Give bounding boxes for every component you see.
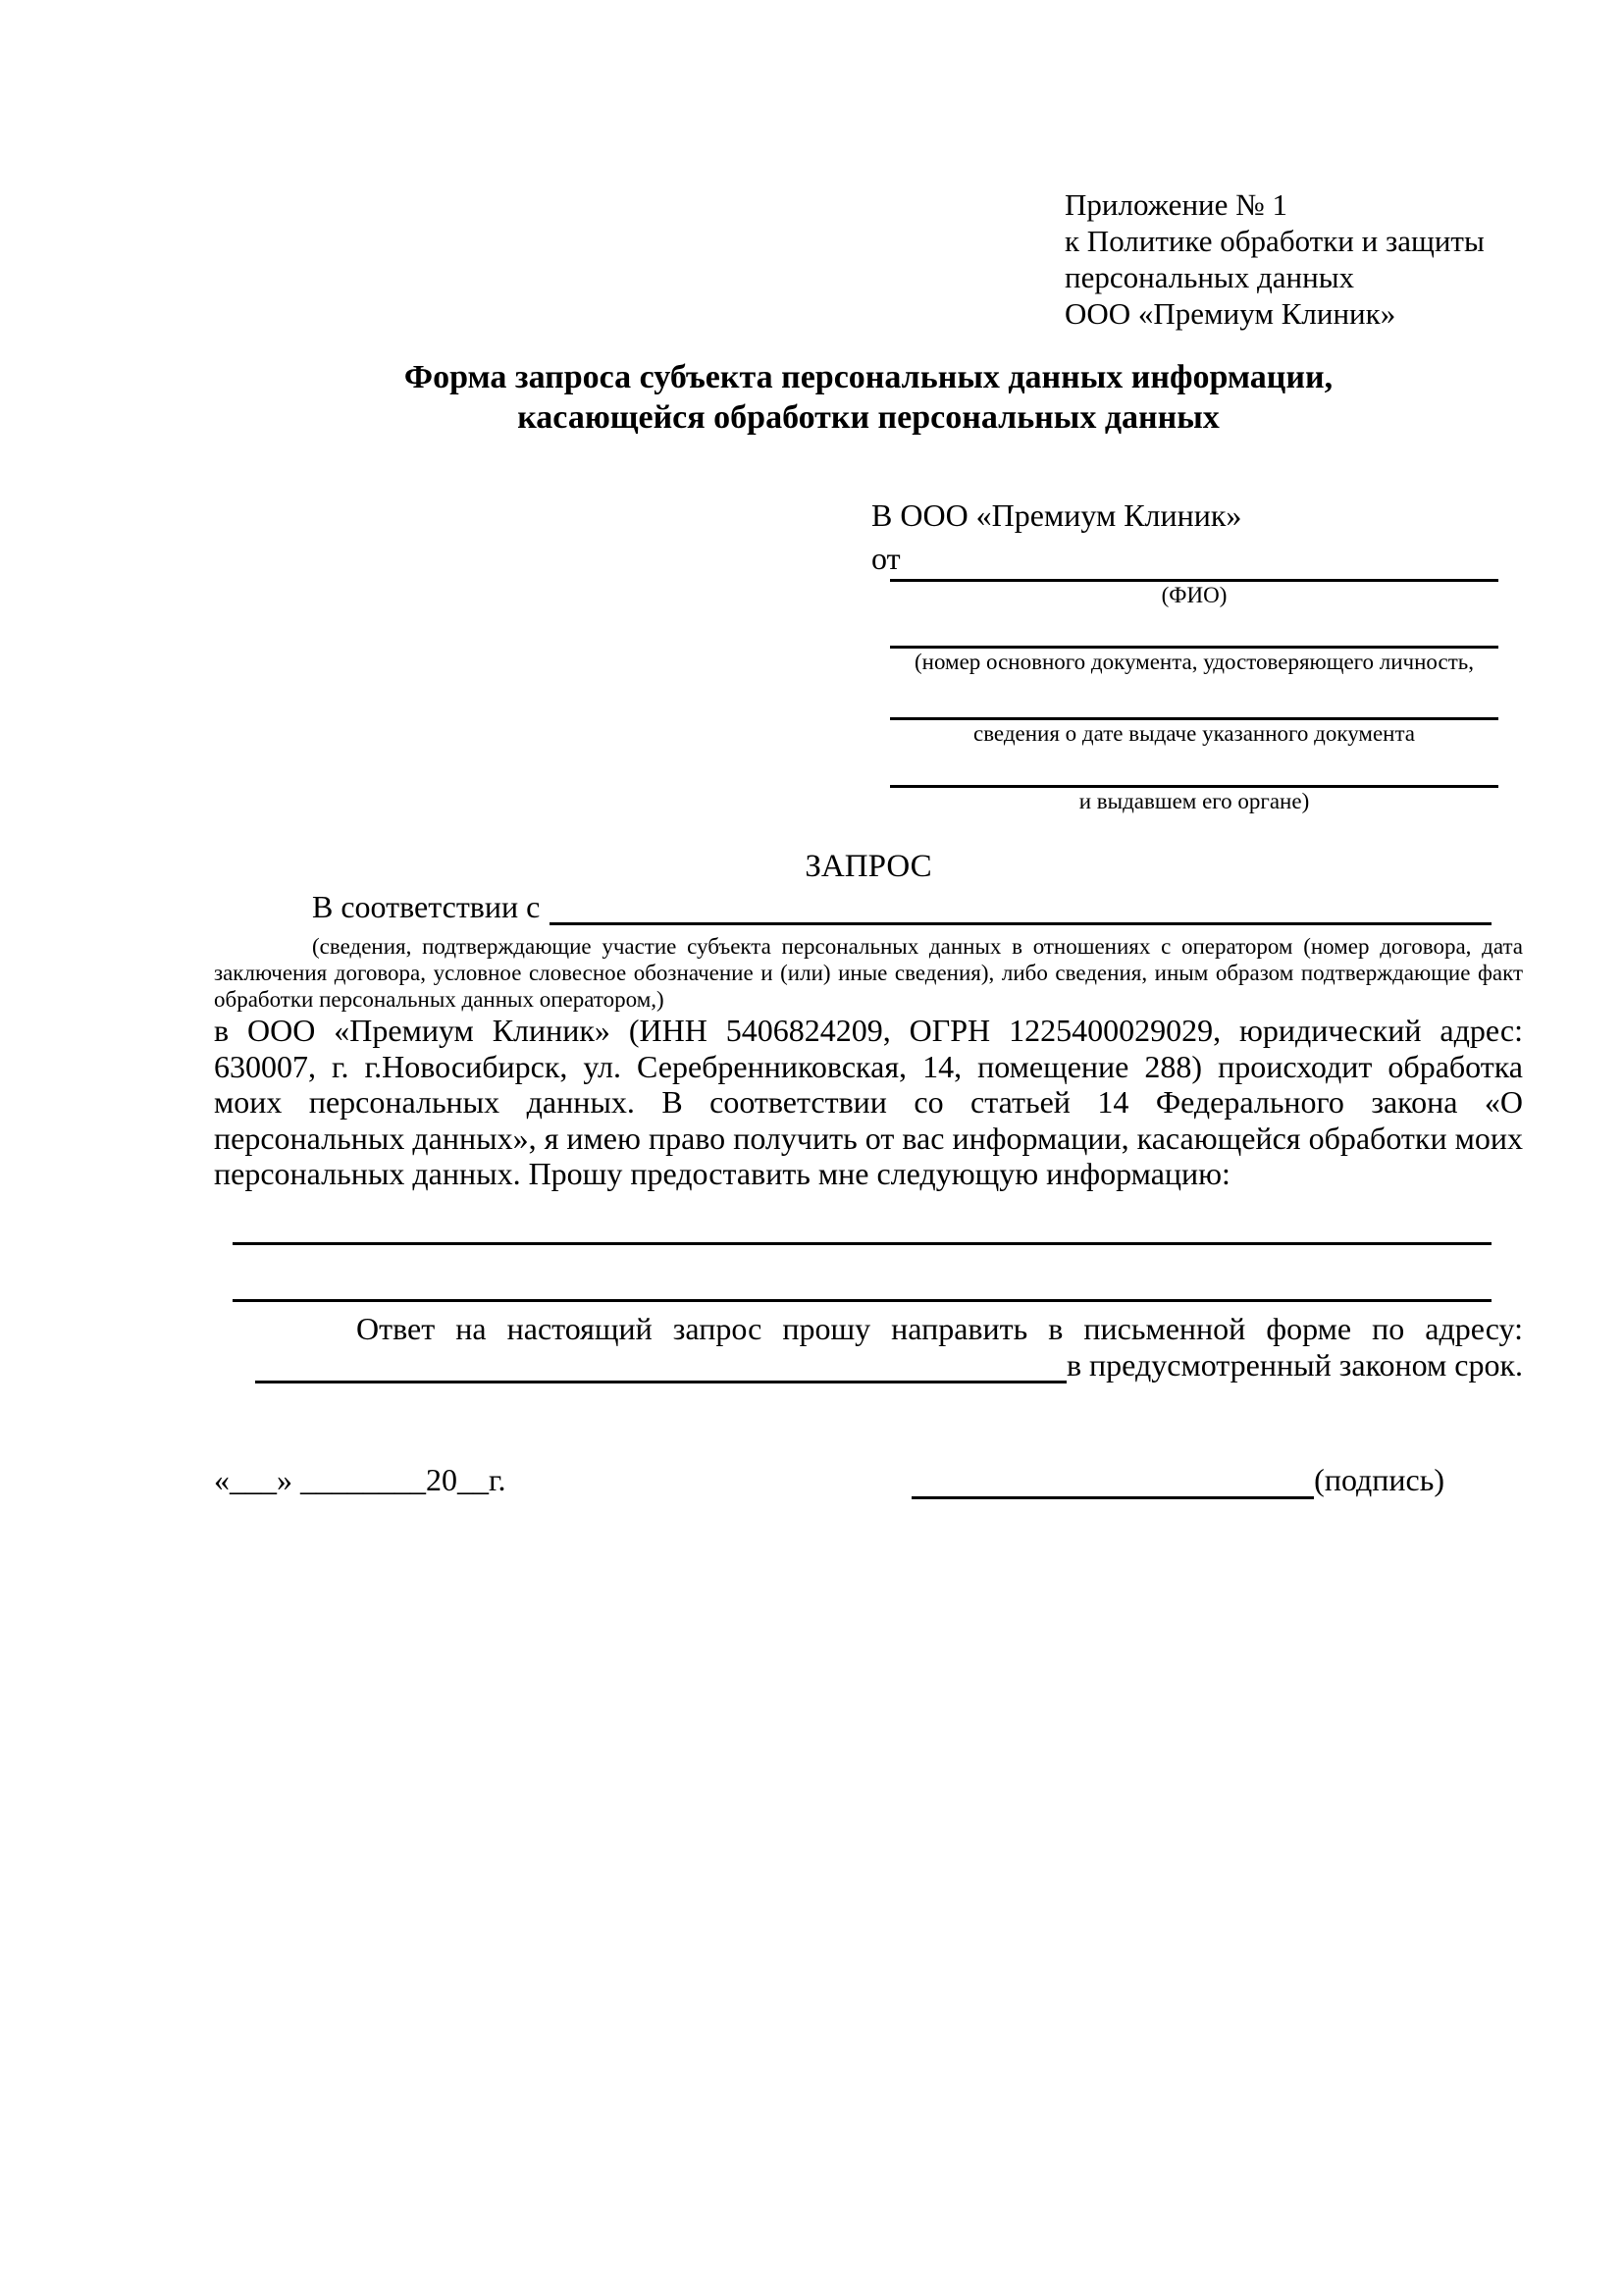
appendix-line: персональных данных <box>1065 260 1355 294</box>
appendix-line: к Политике обработки и защиты <box>1065 224 1485 258</box>
document-title <box>214 357 1523 438</box>
document-title-line: касающейся обработки персональных данных <box>517 399 1220 436</box>
document-number-caption: (номер основного документа, удостоверяющего личность, <box>914 650 1474 674</box>
document-title-line: Форма запроса субъекта персональных данных информации, <box>403 359 1334 395</box>
answer-paragraph <box>214 1311 1523 1383</box>
footer-row <box>214 1460 1523 1499</box>
issue-date-field <box>890 675 1498 747</box>
fio-field <box>890 579 1498 608</box>
issuing-authority-field <box>890 747 1498 814</box>
appendix-line: Приложение № 1 <box>1065 187 1287 222</box>
fio-caption: (ФИО) <box>1161 583 1228 607</box>
issuing-authority-caption: и выдавшем его органе) <box>1078 789 1310 813</box>
information-fill-line-1 <box>233 1242 1492 1245</box>
answer-sentence: Ответ на настоящий запрос прошу направить в письменной форме по адресу: <box>356 1311 1523 1346</box>
accordance-label: В соответствии с <box>312 889 541 924</box>
addressee-to: В ООО «Премиум Клиник» <box>871 497 1242 533</box>
accordance-row <box>214 888 1523 925</box>
issuing-authority-fill-line <box>890 747 1498 788</box>
appendix-line: ООО «Премиум Клиник» <box>1065 296 1396 331</box>
signature-group <box>912 1460 1444 1499</box>
answer-tail: в предусмотренный законом срок. <box>1066 1347 1523 1383</box>
document-number-fill-line <box>890 608 1498 649</box>
date-field: «___» ________20__г. <box>214 1462 506 1497</box>
body-paragraph: в ООО «Премиум Клиник» (ИНН 5406824209, ОГРН 1225400029029, юридический адрес: 630007, г. г.Новосибирск, ул. Серебренниковская, 14, помещение 288) происходит обработка моих персональных данных. В соответствии со статьей 14 Федерального закона «О персональных данных», я имею право получить от вас информации, касающейся обработки моих персональных данных. Прошу предоставить мне следующую информацию: <box>214 1013 1523 1192</box>
document-number-field <box>890 608 1498 675</box>
appendix-block <box>1065 186 1516 332</box>
information-fill-line-2 <box>233 1299 1492 1302</box>
explanatory-note: (сведения, подтверждающие участие субъекта персональных данных в отношениях с оператором (номер договора, дата заключения договора, условное словесное обозначение и (или) иные сведения), либо сведения, иным образом подтверждающие факт обработки персональных данных оператором,) <box>214 934 1523 1012</box>
signature-caption: (подпись) <box>1314 1462 1444 1497</box>
addressee-block <box>871 494 1498 814</box>
accordance-fill-line <box>550 888 1492 925</box>
signature-fill-line <box>912 1463 1314 1499</box>
addressee-from-label: от <box>871 541 901 576</box>
issue-date-caption: сведения о дате выдаче указанного документа <box>972 721 1416 746</box>
address-fill-line <box>255 1347 1067 1383</box>
request-heading: ЗАПРОС <box>805 849 932 884</box>
answer-address-row <box>255 1347 1523 1383</box>
issue-date-fill-line <box>890 675 1498 720</box>
